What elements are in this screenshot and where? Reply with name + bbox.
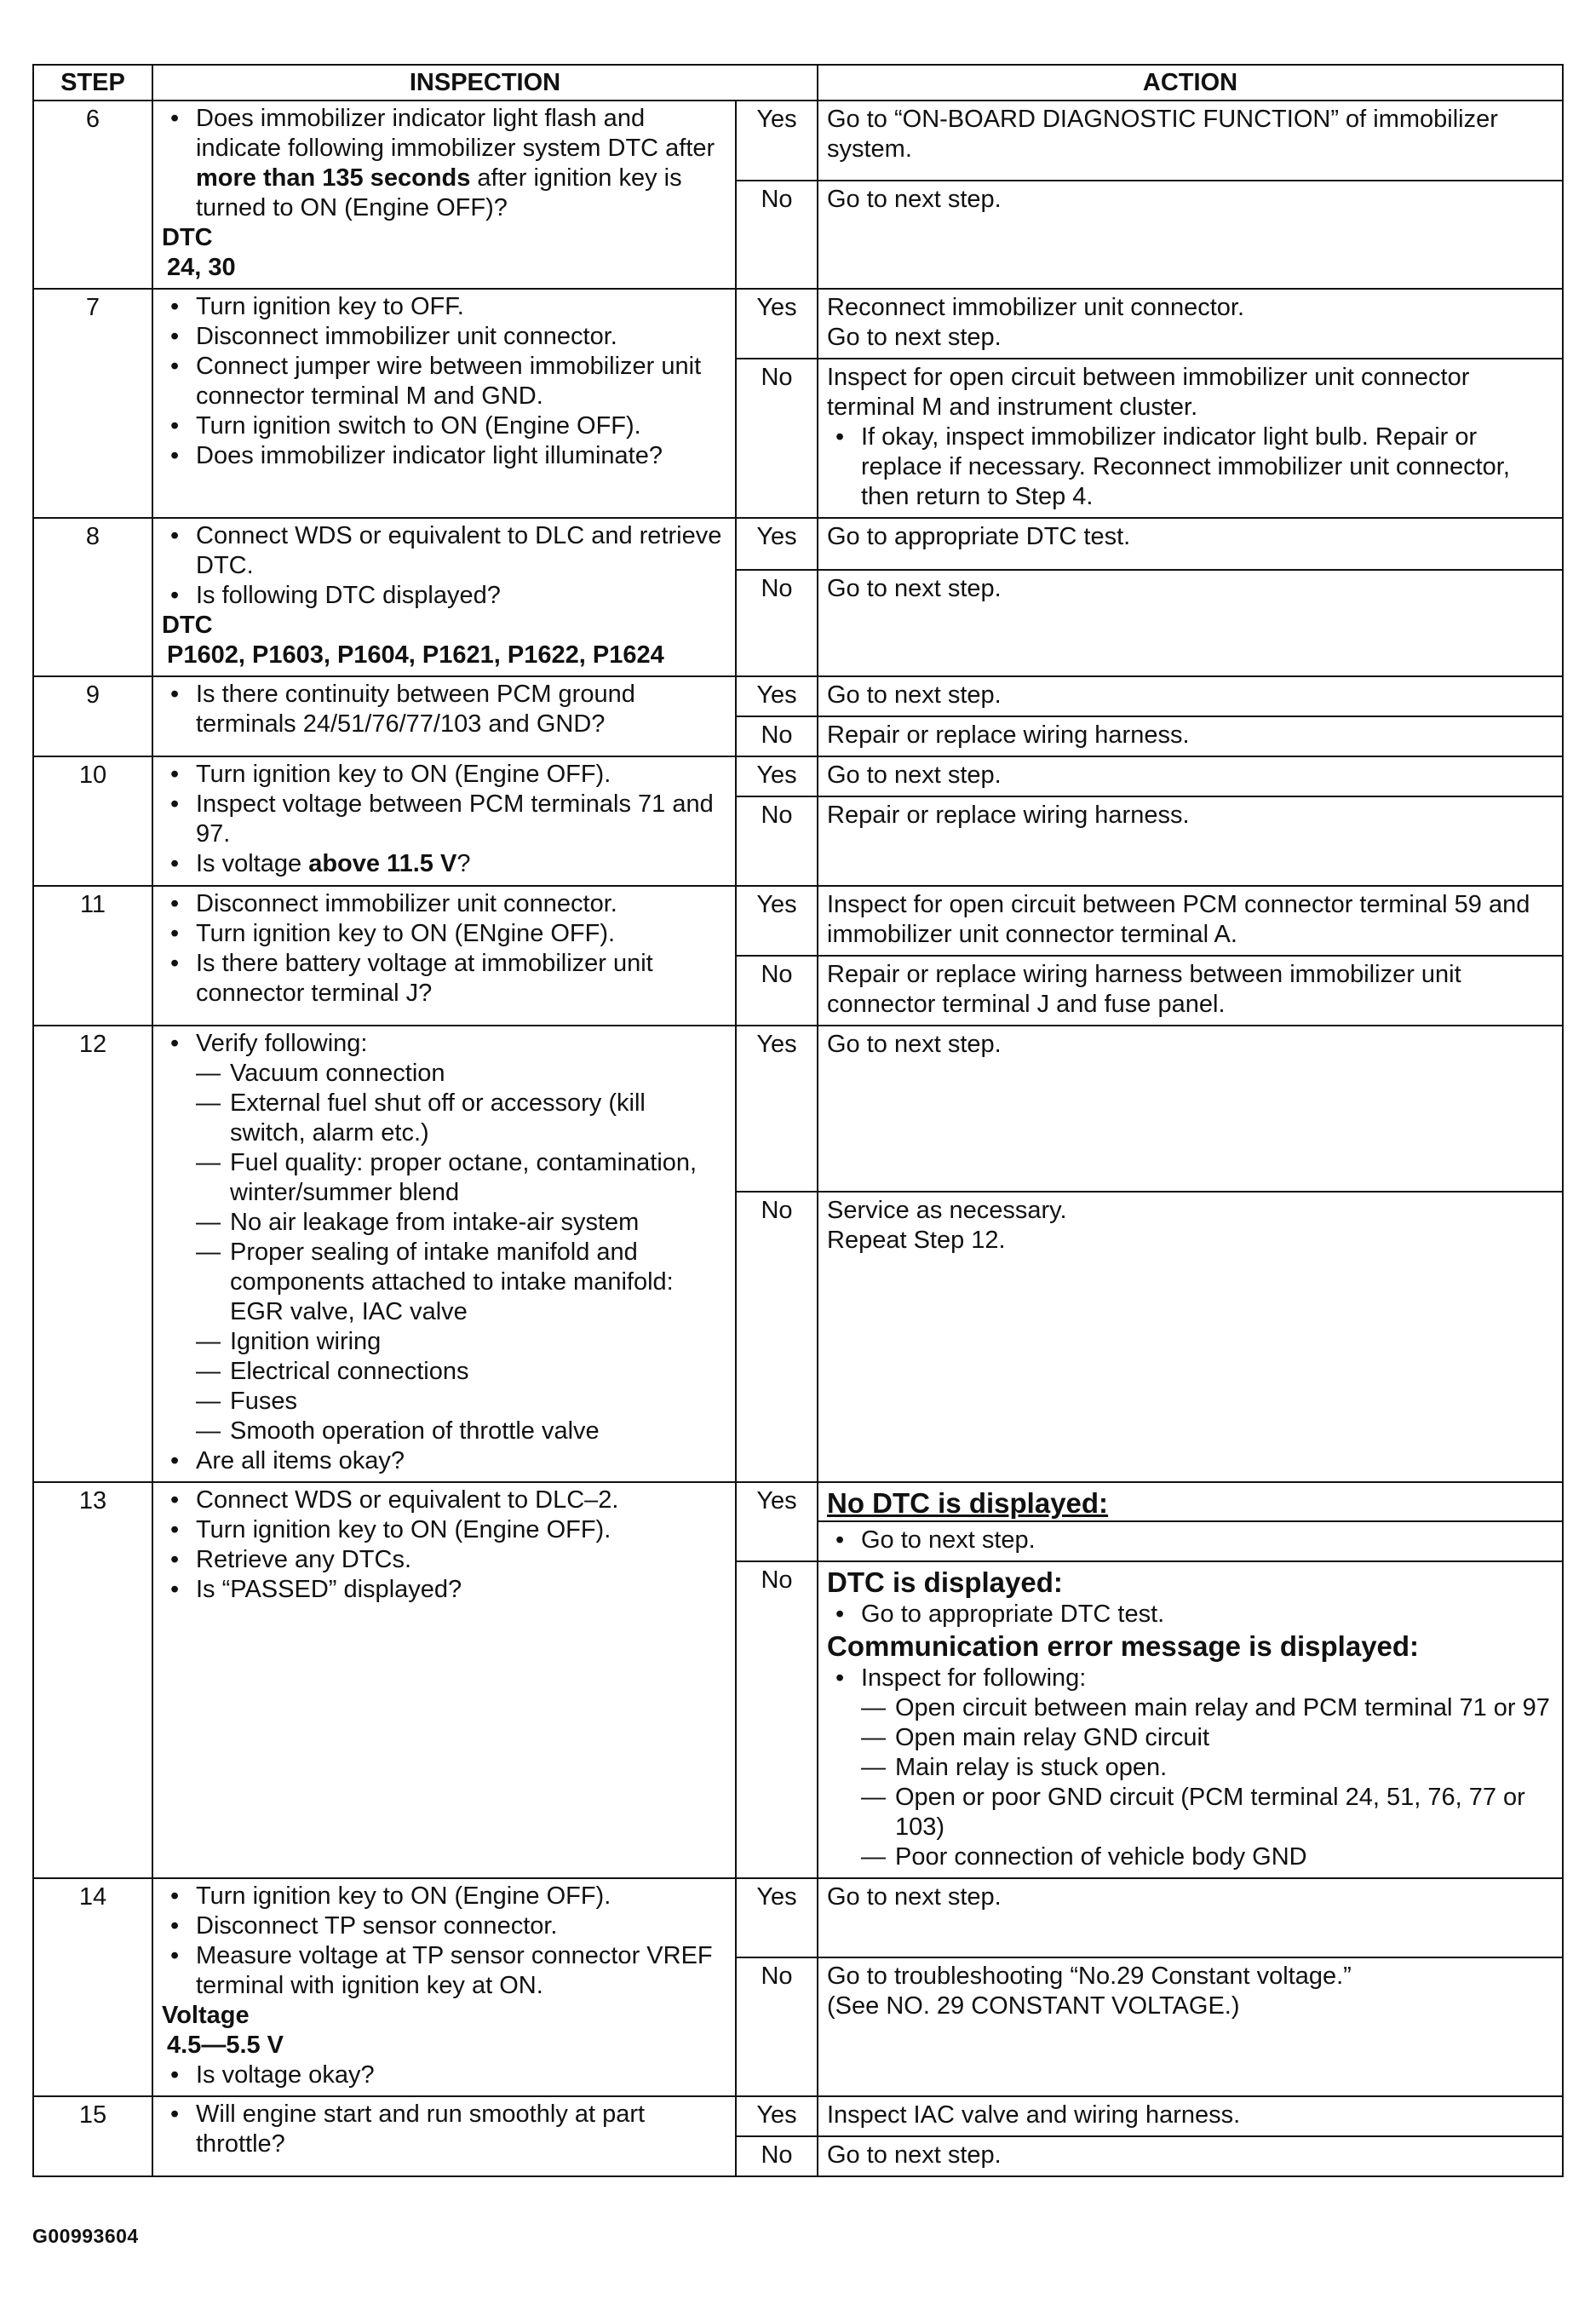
step-row (33, 1026, 1563, 1192)
inspection-item: • Is “PASSED” displayed? (162, 1575, 726, 1605)
step-row (33, 756, 1563, 796)
inspection-cell (152, 756, 736, 886)
header-action: ACTION (818, 65, 1563, 101)
inspection-item: • Turn ignition key to OFF. (162, 292, 726, 322)
inspection-cell (152, 289, 736, 518)
no-action (818, 1192, 1563, 1482)
no-label: No (736, 181, 818, 289)
check-item: — Open circuit between main relay and PCM terminal 71 or 97 (861, 1693, 1553, 1723)
inspection-item: • Are all items okay? (162, 1446, 726, 1476)
yes-label: Yes (736, 1878, 818, 1957)
no-label: No (736, 956, 818, 1026)
no-label: No (736, 570, 818, 676)
inspection-item: • Turn ignition switch to ON (Engine OFF). (162, 411, 726, 441)
inspection-cell (152, 676, 736, 756)
yes-heading-cell (818, 1482, 1563, 1521)
no-action (818, 1957, 1563, 2096)
step-number: 6 (33, 101, 152, 289)
yes-label: Yes (736, 756, 818, 796)
dtc-codes: 24, 30 (167, 254, 236, 281)
yes-label: Yes (736, 1482, 818, 1561)
step-row (33, 101, 1563, 181)
yes-action (818, 1521, 1563, 1561)
yes-action: Inspect for open circuit between PCM connector terminal 59 and immobilizer unit connector terminal A. (818, 886, 1563, 956)
inspection-item: • Is voltage above 11.5 V? (162, 849, 726, 879)
inspection-item: • Is following DTC displayed? (162, 581, 726, 611)
yes-label: Yes (736, 518, 818, 570)
no-action: Go to next step. (818, 570, 1563, 676)
no-action: Repair or replace wiring harness. (818, 796, 1563, 886)
action-line: Reconnect immobilizer unit connector. (827, 294, 1245, 321)
action-item: • Inspect for following: — Open circuit between main relay and PCM terminal 71 or 97 — Open main relay GND circuit — Main relay is stuck open. — Open or poor GND circuit (PCM terminal 24, 51, 76, 77 or 103) — Poor connection of vehicle body GND (827, 1664, 1553, 1872)
voltage-spec: 4.5—5.5 V (167, 2032, 284, 2059)
yes-action: Go to next step. (818, 1878, 1563, 1957)
no-action: Repair or replace wiring harness. (818, 716, 1563, 756)
inspection-item: • Connect WDS or equivalent to DLC and retrieve DTC. (162, 521, 726, 581)
inspection-cell (152, 2096, 736, 2176)
no-label: No (736, 1561, 818, 1878)
inspection-item: • Does immobilizer indicator light flash and indicate following immobilizer system DTC after more than 135 seconds after ignition key is turned to ON (Engine OFF)? (162, 104, 726, 223)
inspection-cell (152, 1026, 736, 1482)
action-item: • Go to next step. (827, 1526, 1553, 1555)
no-label: No (736, 2136, 818, 2176)
check-item: — Proper sealing of intake manifold and components attached to intake manifold: EGR valve, IAC valve (196, 1238, 726, 1327)
step-number: 11 (33, 886, 152, 1026)
step-number: 8 (33, 518, 152, 676)
step-number: 13 (33, 1482, 152, 1878)
inspection-item: • Turn ignition key to ON (Engine OFF). (162, 760, 726, 790)
inspection-item: • Will engine start and run smoothly at part throttle? (162, 2100, 726, 2159)
action-item: • If okay, inspect immobilizer indicator light bulb. Repair or replace if necessary. Reconnect immobilizer unit connector, then return to Step 4. (827, 422, 1553, 512)
check-item: — Fuel quality: proper octane, contamination, winter/summer blend (196, 1148, 726, 1208)
inspection-item: • Connect jumper wire between immobilizer unit connector terminal M and GND. (162, 352, 726, 411)
no-dtc-heading: No DTC is displayed: (827, 1487, 1109, 1519)
no-label: No (736, 359, 818, 518)
inspection-item: • Is there continuity between PCM ground terminals 24/51/76/77/103 and GND? (162, 680, 726, 739)
step-number: 7 (33, 289, 152, 518)
inspection-item: • Disconnect TP sensor connector. (162, 1911, 726, 1941)
no-action: Repair or replace wiring harness between immobilizer unit connector terminal J and fuse panel. (818, 956, 1563, 1026)
action-line: Repeat Step 12. (827, 1227, 1006, 1255)
step-number: 10 (33, 756, 152, 886)
inspection-item: • Inspect voltage between PCM terminals 71 and 97. (162, 790, 726, 849)
inspection-cell (152, 518, 736, 676)
check-item: — Poor connection of vehicle body GND (861, 1842, 1553, 1872)
inspection-cell (152, 101, 736, 289)
yes-action: Go to appropriate DTC test. (818, 518, 1563, 570)
yes-label: Yes (736, 2096, 818, 2136)
yes-action (818, 289, 1563, 359)
yes-action: Inspect IAC valve and wiring harness. (818, 2096, 1563, 2136)
no-action (818, 1561, 1563, 1878)
step-number: 15 (33, 2096, 152, 2176)
step-row (33, 2096, 1563, 2136)
inspection-item: • Verify following: — Vacuum connection — External fuel shut off or accessory (kill switch, alarm etc.) — Fuel quality: proper octane, contamination, winter/summer blend — No air leakage from intake-air system — Proper sealing of intake manifold and components attached to intake manifold: EGR valve, IAC valve — Ignition wiring — Electrical connections — Fuses — Smooth operation of throttle valve (162, 1029, 726, 1446)
no-label: No (736, 796, 818, 886)
yes-label: Yes (736, 101, 818, 181)
header-row (33, 65, 1563, 101)
action-line: Inspect for open circuit between immobilizer unit connector terminal M and instrument cluster. (827, 364, 1470, 421)
step-row (33, 289, 1563, 359)
inspection-cell (152, 1878, 736, 2096)
step-row (33, 886, 1563, 956)
yes-action: Go to “ON-BOARD DIAGNOSTIC FUNCTION” of immobilizer system. (818, 101, 1563, 181)
no-label: No (736, 1957, 818, 2096)
step-row (33, 518, 1563, 570)
yes-label: Yes (736, 886, 818, 956)
action-line: Service as necessary. (827, 1197, 1067, 1225)
check-item: — External fuel shut off or accessory (kill switch, alarm etc.) (196, 1089, 726, 1148)
inspection-item: • Is there battery voltage at immobilizer unit connector terminal J? (162, 949, 726, 1009)
check-item: — Smooth operation of throttle valve (196, 1417, 726, 1446)
step-row (33, 676, 1563, 716)
yes-label: Yes (736, 676, 818, 716)
yes-label: Yes (736, 289, 818, 359)
step-row (33, 1878, 1563, 1957)
inspection-item: • Connect WDS or equivalent to DLC–2. (162, 1486, 726, 1515)
yes-action: Go to next step. (818, 676, 1563, 716)
inspection-item: • Turn ignition key to ON (Engine OFF). (162, 1515, 726, 1545)
yes-action: Go to next step. (818, 1026, 1563, 1192)
inspection-item: • Turn ignition key to ON (ENgine OFF). (162, 919, 726, 949)
check-item: — Ignition wiring (196, 1327, 726, 1357)
inspection-item: • Measure voltage at TP sensor connector VREF terminal with ignition key at ON. (162, 1941, 726, 2001)
header-inspection: INSPECTION (152, 65, 818, 101)
check-item: — Open or poor GND circuit (PCM terminal 24, 51, 76, 77 or 103) (861, 1783, 1553, 1842)
action-item: • Go to appropriate DTC test. (827, 1600, 1553, 1629)
dtc-displayed-heading: DTC is displayed: (827, 1566, 1063, 1598)
no-action: Go to next step. (818, 2136, 1563, 2176)
no-action (818, 359, 1563, 518)
yes-action: Go to next step. (818, 756, 1563, 796)
no-label: No (736, 716, 818, 756)
action-line: Go to troubleshooting “No.29 Constant voltage.” (827, 1963, 1352, 1991)
step-number: 12 (33, 1026, 152, 1482)
action-line: (See NO. 29 CONSTANT VOLTAGE.) (827, 1992, 1240, 2020)
figure-id: G00993604 (32, 2225, 139, 2247)
inspection-cell (152, 886, 736, 1026)
inspection-item: • Does immobilizer indicator light illuminate? (162, 441, 726, 471)
no-action: Go to next step. (818, 181, 1563, 289)
check-item: — Fuses (196, 1387, 726, 1417)
inspection-item: • Disconnect immobilizer unit connector. (162, 889, 726, 919)
inspection-item: • Turn ignition key to ON (Engine OFF). (162, 1882, 726, 1911)
check-item: — Electrical connections (196, 1357, 726, 1387)
yes-label: Yes (736, 1026, 818, 1192)
inspection-item: • Disconnect immobilizer unit connector. (162, 322, 726, 352)
step-number: 9 (33, 676, 152, 756)
check-item: — Open main relay GND circuit (861, 1723, 1553, 1753)
dtc-codes: P1602, P1603, P1604, P1621, P1622, P1624 (167, 641, 664, 669)
check-item: — Main relay is stuck open. (861, 1753, 1553, 1783)
header-step: STEP (33, 65, 152, 101)
inspection-cell (152, 1482, 736, 1878)
dtc-label: DTC (162, 224, 213, 251)
inspection-item: • Is voltage okay? (162, 2060, 726, 2090)
no-label: No (736, 1192, 818, 1482)
diagnostic-table (32, 64, 1564, 2177)
dtc-label: DTC (162, 612, 213, 639)
action-line: Go to next step. (827, 324, 1002, 351)
step-number: 14 (33, 1878, 152, 2096)
step-row (33, 1482, 1563, 1521)
check-item: — Vacuum connection (196, 1059, 726, 1089)
voltage-label: Voltage (162, 2002, 250, 2029)
inspection-item: • Retrieve any DTCs. (162, 1545, 726, 1575)
check-item: — No air leakage from intake-air system (196, 1208, 726, 1238)
comm-error-heading: Communication error message is displayed: (827, 1630, 1420, 1662)
